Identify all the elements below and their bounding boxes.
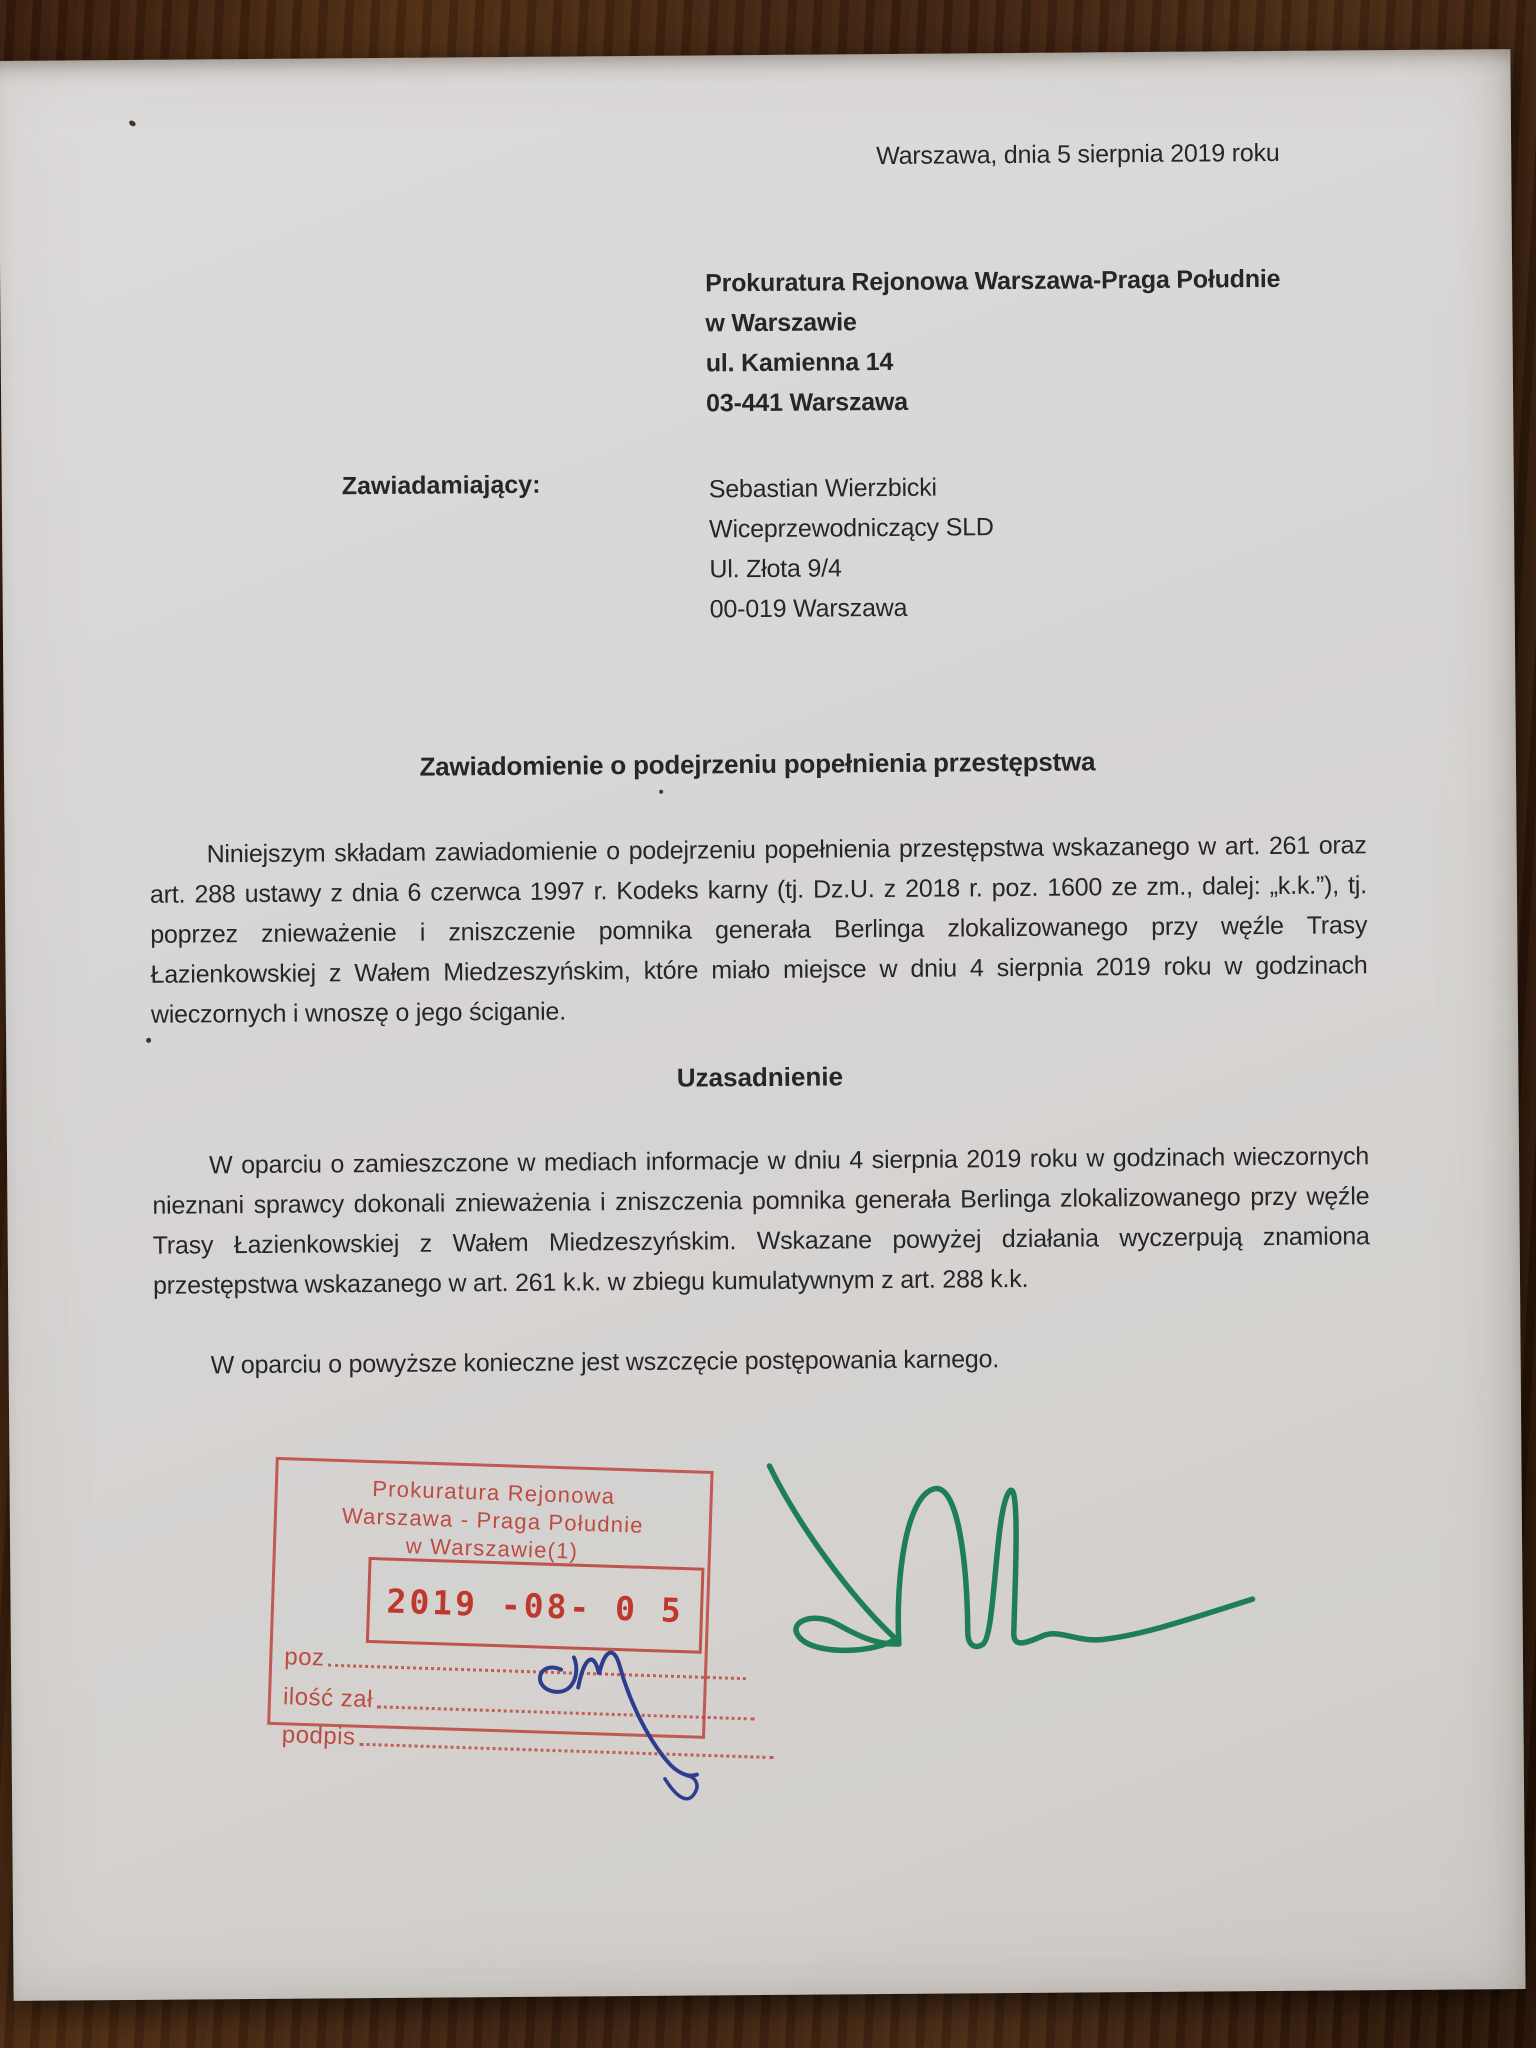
notifier-line: 00-019 Warszawa bbox=[709, 593, 908, 624]
initials-stroke bbox=[578, 1652, 697, 1777]
recipient-line: 03-441 Warszawa bbox=[706, 387, 908, 418]
notifier-line: Ul. Złota 9/4 bbox=[709, 554, 842, 584]
stamp-office-name bbox=[276, 1472, 710, 1570]
stamp-field-label: podpis bbox=[281, 1721, 356, 1751]
stamp-field-label: poz bbox=[283, 1643, 325, 1672]
signature-stroke bbox=[897, 1486, 1253, 1647]
paper-speck bbox=[146, 1038, 151, 1043]
recipient-line: ul. Kamienna 14 bbox=[705, 347, 894, 378]
document-paper bbox=[0, 49, 1526, 2001]
paper-speck bbox=[128, 119, 137, 127]
section-heading-uzasadnienie: Uzasadnienie bbox=[676, 1061, 844, 1093]
closing-sentence: W oparciu o powyższe konieczne jest wszczęcie postępowania karnego. bbox=[210, 1345, 1000, 1380]
notifier-label: Zawiadamiający: bbox=[341, 470, 541, 501]
notifier-address-block bbox=[709, 467, 995, 629]
date-line: Warszawa, dnia 5 sierpnia 2019 roku bbox=[876, 138, 1280, 171]
stamp-header-line: Warszawa - Praga Południe bbox=[341, 1503, 645, 1538]
recipient-address-block bbox=[705, 259, 1281, 424]
recipient-line: Prokuratura Rejonowa Warszawa-Praga Południe bbox=[705, 264, 1281, 298]
initials-stroke bbox=[540, 1657, 577, 1692]
signature-green bbox=[754, 1444, 1287, 1788]
document-title: Zawiadomienie o podejrzeniu popełnienia przestępstwa bbox=[419, 746, 1096, 782]
notifier-line: Wiceprzewodniczący SLD bbox=[708, 513, 994, 544]
body-paragraph-2: W oparciu o zamieszczone w mediach informacje w dniu 4 sierpnia 2019 roku w godzinach wieczornych nieznani sprawcy dokonali znieważenia i zniszczenia pomnika generała Berlinga zlokalizowanego przy węźle Trasy Łazienkowskiej z Wałem Miedzeszyńskim. Wskazane powyżej działania wyczerpują znamiona przestępstwa wskazanego w art. 261 k.k. w zbiegu kumulatywnym z art. 288 k.k. bbox=[152, 1142, 1370, 1300]
notifier-line: Sebastian Wierzbicki bbox=[708, 473, 937, 504]
stamp-header-line: w Warszawie(1) bbox=[405, 1533, 579, 1564]
signature-stroke bbox=[769, 1465, 898, 1651]
stamp-header-line: Prokuratura Rejonowa bbox=[371, 1476, 616, 1509]
initials-stroke bbox=[665, 1776, 697, 1799]
recipient-line: w Warszawie bbox=[705, 308, 857, 338]
handwritten-initials-blue bbox=[516, 1628, 718, 1860]
body-paragraph-1: Niniejszym składam zawiadomienie o podejrzeniu popełnienia przestępstwa wskazanego w art. 261 oraz art. 288 ustawy z dnia 6 czerwca 1997 r. Kodeks karny (tj. Dz.U. z 2018 r. poz. 1600 ze zm., dalej: „k.k.”), tj. poprzez znieważenie i zniszczenie pomnika generała Berlinga zlokalizowanego przy węźle Trasy Łazienkowskiej z Wałem Miedzeszyńskim, które miało miejsce w dniu 4 sierpnia 2019 roku w godzinach wieczornych i wnoszę o jego ściganie. bbox=[149, 831, 1368, 1029]
stamp-field-label: ilość zał bbox=[282, 1683, 374, 1714]
paper-speck bbox=[659, 790, 663, 794]
stamp-date: 2019 -08- 0 5 bbox=[385, 1581, 685, 1630]
